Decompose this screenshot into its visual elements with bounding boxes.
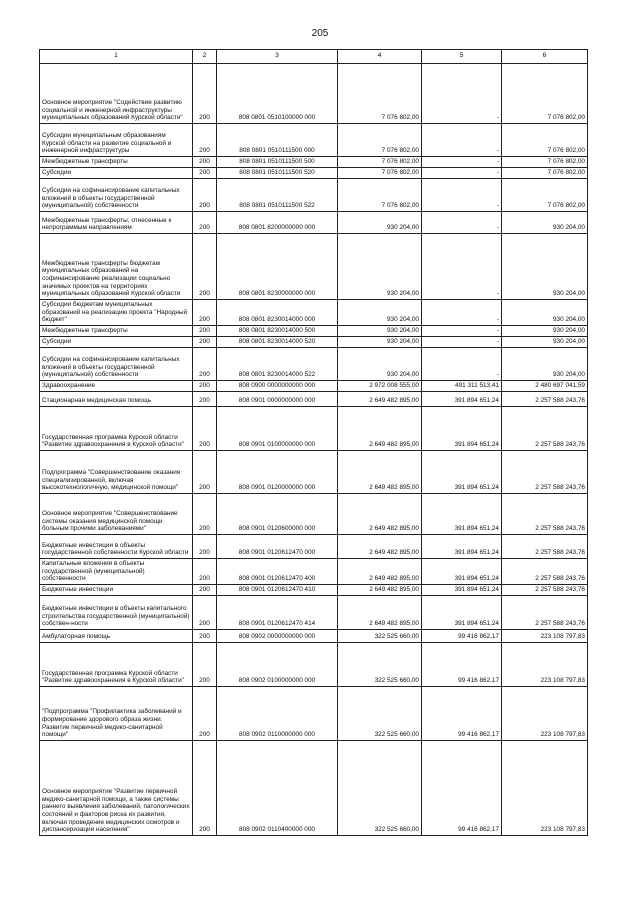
column-header: 3 <box>217 50 338 64</box>
row-amount-col6: 2 480 697 041,59 <box>502 381 588 392</box>
row-grbs-code: 200 <box>193 392 217 407</box>
row-name: Основное мероприятие "Содействие развитию социальной и инженерной инфраструктуры муниципальных образований Курской области" <box>40 64 193 124</box>
table-row <box>40 451 588 494</box>
table-row <box>40 179 588 212</box>
row-name: Основное мероприятие "Совершенствование системы оказания медицинской помощи больным прочими заболеваниями" <box>40 494 193 535</box>
row-budget-code: 808 0801 8230000000 000 <box>217 234 338 300</box>
row-grbs-code: 200 <box>193 300 217 326</box>
row-budget-code: 808 0901 0120600000 000 <box>217 494 338 535</box>
table-row <box>40 494 588 535</box>
row-amount-col4: 2 649 482 895,00 <box>338 451 422 494</box>
row-amount-col4: 2 972 008 555,00 <box>338 381 422 392</box>
table-row <box>40 596 588 630</box>
row-grbs-code: 200 <box>193 348 217 381</box>
table-row <box>40 585 588 596</box>
row-name: Субсидии <box>40 168 193 179</box>
row-grbs-code: 200 <box>193 381 217 392</box>
row-name: Межбюджетные трансферты <box>40 326 193 337</box>
row-name: Бюджетные инвестиции в объекты капитального строительства государственной (муниципальной) собствен-ности <box>40 596 193 630</box>
table-row <box>40 326 588 337</box>
row-amount-col4: 930 204,00 <box>338 212 422 234</box>
row-amount-col6: 930 204,00 <box>502 234 588 300</box>
row-amount-col6: 223 108 797,83 <box>502 630 588 643</box>
row-amount-col6: 223 108 797,83 <box>502 741 588 836</box>
row-name: Стационарная медицинская помощь <box>40 392 193 407</box>
row-budget-code: 808 0901 0100000000 000 <box>217 407 338 451</box>
row-name: Субсидии на софинансирование капитальных вложений в объекты государственной (муниципальной) собственности <box>40 179 193 212</box>
table-row <box>40 168 588 179</box>
row-name: Основное мероприятие "Развитие первичной медико-санитарной помощи, а также системы раннего выявления заболеваний, патологических состояний и факторов риска их развития, включая проведение медицинских осмотров и диспансеризации населения" <box>40 741 193 836</box>
row-amount-col5: - <box>422 337 502 348</box>
table-row <box>40 337 588 348</box>
row-amount-col4: 7 076 802,00 <box>338 168 422 179</box>
row-amount-col4: 2 649 482 895,00 <box>338 535 422 559</box>
row-amount-col4: 930 204,00 <box>338 300 422 326</box>
table-row <box>40 559 588 585</box>
row-amount-col4: 322 525 660,00 <box>338 643 422 687</box>
row-grbs-code: 200 <box>193 179 217 212</box>
row-budget-code: 808 0900 0000000000 000 <box>217 381 338 392</box>
row-amount-col4: 930 204,00 <box>338 348 422 381</box>
row-grbs-code: 200 <box>193 124 217 157</box>
row-amount-col5: - <box>422 64 502 124</box>
row-name: Капитальные вложения в объекты государственной (муниципальной) собственности <box>40 559 193 585</box>
row-amount-col6: 223 108 797,83 <box>502 687 588 741</box>
row-name: Подпрограмма "Совершенствование оказания специализированной, включая высокотехнологичную, медицинской помощи" <box>40 451 193 494</box>
table-row <box>40 643 588 687</box>
row-grbs-code: 200 <box>193 451 217 494</box>
row-amount-col6: 930 204,00 <box>502 337 588 348</box>
row-budget-code: 808 0901 0120000000 000 <box>217 451 338 494</box>
row-budget-code: 808 0901 0120612470 414 <box>217 596 338 630</box>
row-budget-code: 808 0801 8230014000 500 <box>217 326 338 337</box>
row-name: Субсидии <box>40 337 193 348</box>
row-grbs-code: 200 <box>193 337 217 348</box>
table-row <box>40 157 588 168</box>
page-number: 205 <box>311 28 329 39</box>
row-name: Субсидии муниципальным образованиям Курской области на развитие социальной и инженерной инфраструктуры <box>40 124 193 157</box>
row-budget-code: 808 0801 0510111500 520 <box>217 168 338 179</box>
row-amount-col6: 2 257 588 243,76 <box>502 451 588 494</box>
row-budget-code: 808 0801 0510111500 000 <box>217 124 338 157</box>
row-grbs-code: 200 <box>193 157 217 168</box>
column-header: 1 <box>40 50 193 64</box>
row-amount-col4: 930 204,00 <box>338 326 422 337</box>
row-amount-col5: 391 894 651,24 <box>422 596 502 630</box>
row-name: Бюджетные инвестиции <box>40 585 193 596</box>
row-grbs-code: 200 <box>193 234 217 300</box>
row-budget-code: 808 0901 0120612470 400 <box>217 559 338 585</box>
row-amount-col5: 99 416 862,17 <box>422 630 502 643</box>
budget-table <box>39 49 588 836</box>
row-amount-col4: 2 649 482 895,00 <box>338 494 422 535</box>
row-amount-col6: 2 257 588 243,76 <box>502 559 588 585</box>
row-grbs-code: 200 <box>193 64 217 124</box>
row-amount-col5: - <box>422 234 502 300</box>
row-budget-code: 808 0901 0000000000 000 <box>217 392 338 407</box>
table-row <box>40 212 588 234</box>
row-amount-col4: 322 525 660,00 <box>338 741 422 836</box>
row-amount-col5: - <box>422 157 502 168</box>
row-amount-col4: 2 649 482 895,00 <box>338 392 422 407</box>
column-header: 2 <box>193 50 217 64</box>
row-amount-col5: 99 416 862,17 <box>422 643 502 687</box>
row-amount-col6: 2 257 588 243,76 <box>502 585 588 596</box>
row-budget-code: 808 0801 8230014000 520 <box>217 337 338 348</box>
row-grbs-code: 200 <box>193 585 217 596</box>
row-amount-col4: 2 649 482 895,00 <box>338 407 422 451</box>
row-amount-col5: - <box>422 124 502 157</box>
row-amount-col4: 2 649 482 895,00 <box>338 559 422 585</box>
row-grbs-code: 200 <box>193 407 217 451</box>
row-amount-col5: 491 311 513,41 <box>422 381 502 392</box>
table-header-row <box>40 50 588 64</box>
row-amount-col5: - <box>422 168 502 179</box>
row-amount-col6: 930 204,00 <box>502 300 588 326</box>
table-row <box>40 348 588 381</box>
row-grbs-code: 200 <box>193 630 217 643</box>
row-amount-col5: 391 894 651,24 <box>422 585 502 596</box>
row-grbs-code: 200 <box>193 741 217 836</box>
row-budget-code: 808 0801 0510100000 000 <box>217 64 338 124</box>
column-header: 4 <box>338 50 422 64</box>
table-row <box>40 535 588 559</box>
row-budget-code: 808 0801 8200000000 000 <box>217 212 338 234</box>
row-name: Межбюджетные трансферты <box>40 157 193 168</box>
row-amount-col6: 223 108 797,83 <box>502 643 588 687</box>
row-name: Здравоохранение <box>40 381 193 392</box>
row-amount-col6: 930 204,00 <box>502 212 588 234</box>
row-amount-col6: 7 076 802,00 <box>502 124 588 157</box>
row-name: Субсидии на софинансирование капитальных вложений в объекты государственной (муниципальной) собственности <box>40 348 193 381</box>
row-amount-col6: 7 076 802,00 <box>502 179 588 212</box>
table-row <box>40 300 588 326</box>
row-amount-col4: 930 204,00 <box>338 234 422 300</box>
row-amount-col5: - <box>422 326 502 337</box>
column-header: 5 <box>422 50 502 64</box>
row-budget-code: 808 0902 0100000000 000 <box>217 643 338 687</box>
row-amount-col5: 99 416 862,17 <box>422 741 502 836</box>
row-amount-col4: 2 649 482 895,00 <box>338 585 422 596</box>
row-name: Государственная программа Курской области "Развитие здравоохранения в Курской области" <box>40 407 193 451</box>
row-amount-col5: 391 894 651,24 <box>422 535 502 559</box>
row-grbs-code: 200 <box>193 687 217 741</box>
row-amount-col5: - <box>422 348 502 381</box>
row-amount-col6: 2 257 588 243,76 <box>502 494 588 535</box>
row-amount-col4: 7 076 802,00 <box>338 179 422 212</box>
row-budget-code: 808 0801 0510111500 500 <box>217 157 338 168</box>
row-grbs-code: 200 <box>193 168 217 179</box>
table-row <box>40 630 588 643</box>
row-budget-code: 808 0902 0000000000 000 <box>217 630 338 643</box>
table-row <box>40 741 588 836</box>
row-budget-code: 808 0801 8230014000 000 <box>217 300 338 326</box>
row-name: Субсидии бюджетам муниципальных образований на реализацию проекта "Народный бюджет" <box>40 300 193 326</box>
row-budget-code: 808 0801 0510111500 522 <box>217 179 338 212</box>
row-grbs-code: 200 <box>193 643 217 687</box>
table-row <box>40 64 588 124</box>
row-amount-col5: 391 894 651,24 <box>422 392 502 407</box>
row-amount-col6: 930 204,00 <box>502 326 588 337</box>
row-name: Бюджетные инвестиции в объекты государственной собственности Курской области <box>40 535 193 559</box>
row-amount-col5: 391 894 651,24 <box>422 407 502 451</box>
row-amount-col5: 99 416 862,17 <box>422 687 502 741</box>
row-name: Межбюджетные трансферты, отнесенные к непрограммым направлениям <box>40 212 193 234</box>
row-amount-col6: 7 076 802,00 <box>502 64 588 124</box>
row-amount-col5: - <box>422 212 502 234</box>
row-amount-col6: 7 076 802,00 <box>502 157 588 168</box>
row-amount-col6: 2 257 588 243,76 <box>502 596 588 630</box>
row-grbs-code: 200 <box>193 326 217 337</box>
row-grbs-code: 200 <box>193 596 217 630</box>
table-row <box>40 687 588 741</box>
table-row <box>40 234 588 300</box>
row-amount-col5: 391 894 651,24 <box>422 451 502 494</box>
row-budget-code: 808 0902 0110000000 000 <box>217 687 338 741</box>
row-name: "Подпрограмма "Профилактика заболеваний и формирование здорового образа жизни. Развитие первичной медико-санитарной помощи" <box>40 687 193 741</box>
row-amount-col5: - <box>422 179 502 212</box>
row-amount-col4: 7 076 802,00 <box>338 157 422 168</box>
row-name: Межбюджетные трансферты бюджетам муниципальных образований на софинансирование реализации социально значимых проектов на территориях муниципальных образований Курской области <box>40 234 193 300</box>
row-amount-col4: 322 525 660,00 <box>338 630 422 643</box>
row-amount-col4: 322 525 660,00 <box>338 687 422 741</box>
table-row <box>40 407 588 451</box>
row-budget-code: 808 0901 0120612470 000 <box>217 535 338 559</box>
row-amount-col5: - <box>422 300 502 326</box>
row-amount-col6: 930 204,00 <box>502 348 588 381</box>
row-name: Государственная программа Курской области "Развитие здравоохранения в Курской области" <box>40 643 193 687</box>
row-amount-col6: 7 076 802,00 <box>502 168 588 179</box>
column-header: 6 <box>502 50 588 64</box>
row-amount-col4: 7 076 802,00 <box>338 64 422 124</box>
row-budget-code: 808 0901 0120612470 410 <box>217 585 338 596</box>
row-budget-code: 808 0902 0110400000 000 <box>217 741 338 836</box>
row-amount-col4: 930 204,00 <box>338 337 422 348</box>
row-amount-col5: 391 894 651,24 <box>422 559 502 585</box>
table-row <box>40 392 588 407</box>
row-name: Амбулаторная помощь <box>40 630 193 643</box>
row-budget-code: 808 0801 8230014000 522 <box>217 348 338 381</box>
row-amount-col6: 2 257 588 243,76 <box>502 535 588 559</box>
row-amount-col4: 2 649 482 895,00 <box>338 596 422 630</box>
row-amount-col6: 2 257 588 243,76 <box>502 407 588 451</box>
table-row <box>40 124 588 157</box>
row-grbs-code: 200 <box>193 212 217 234</box>
row-amount-col6: 2 257 588 243,76 <box>502 392 588 407</box>
row-grbs-code: 200 <box>193 559 217 585</box>
row-amount-col5: 391 894 651,24 <box>422 494 502 535</box>
table-row <box>40 381 588 392</box>
row-amount-col4: 7 076 802,00 <box>338 124 422 157</box>
row-grbs-code: 200 <box>193 535 217 559</box>
row-grbs-code: 200 <box>193 494 217 535</box>
